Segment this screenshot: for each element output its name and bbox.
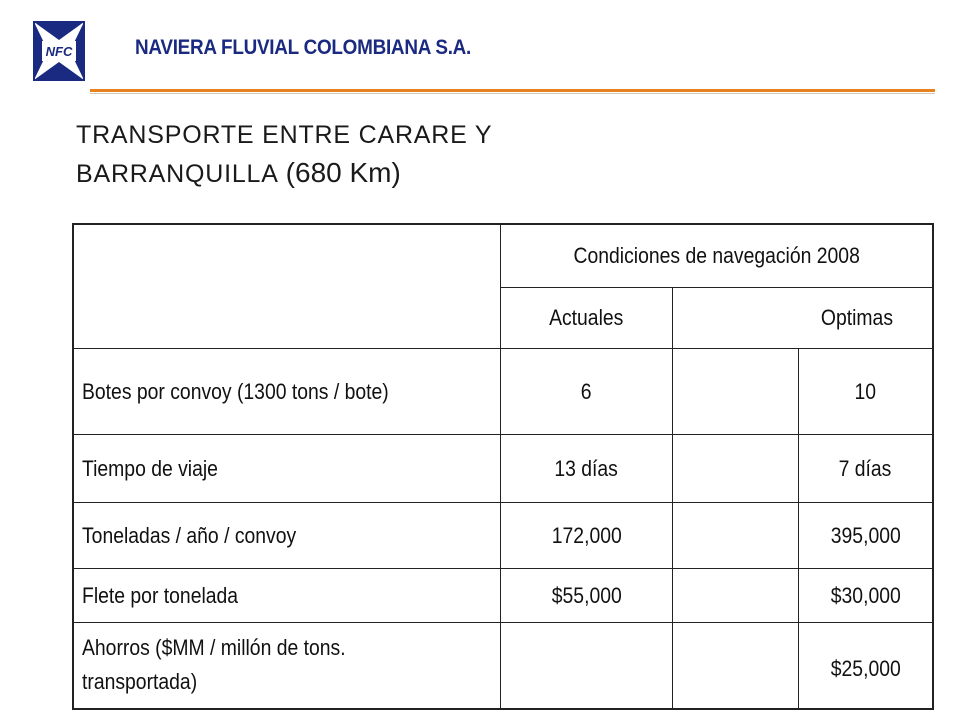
cell-actuales-ahorros [501, 623, 673, 709]
cell-spacer [672, 435, 798, 503]
title-distance: (680 Km) [285, 157, 401, 188]
cell-optimas-ahorros: $25,000 [798, 623, 933, 709]
table-row [73, 623, 933, 709]
header-divider [90, 89, 935, 94]
col-actuales-label: Actuales [549, 305, 624, 330]
logo-text: NFC [45, 44, 73, 59]
table-row [73, 569, 933, 623]
nfc-logo [30, 18, 88, 84]
row-label-flete: Flete por tonelada [73, 569, 501, 623]
cell-actuales-botes: 6 [501, 349, 673, 435]
cell-spacer [672, 349, 798, 435]
cell-actuales-tiempo: 13 días [501, 435, 673, 503]
cell-spacer [672, 569, 798, 623]
table-row [73, 503, 933, 569]
cell-optimas-botes: 10 [798, 349, 933, 435]
row-label-tiempo: Tiempo de viaje [73, 435, 501, 503]
table-row [73, 435, 933, 503]
row-label-toneladas: Toneladas / año / convoy [73, 503, 501, 569]
col-optimas-header [672, 288, 933, 349]
cell-optimas-tiempo: 7 días [798, 435, 933, 503]
group-header-cell [501, 224, 934, 288]
row-label-botes: Botes por convoy (1300 tons / bote) [73, 349, 501, 435]
group-header-text: Condiciones de navegación 2008 [573, 243, 860, 268]
cell-actuales-flete: $55,000 [501, 569, 673, 623]
row-label-ahorros: Ahorros ($MM / millón de tons. transportada) [73, 623, 501, 709]
cell-optimas-toneladas: 395,000 [798, 503, 933, 569]
table-row [73, 349, 933, 435]
title-line-2-prefix: BARRANQUILLA [76, 160, 279, 188]
cell-optimas-flete: $30,000 [798, 569, 933, 623]
cell-spacer [672, 623, 798, 709]
col-optimas-label: Optimas [820, 305, 894, 330]
table-corner-cell [73, 224, 501, 349]
comparison-table [72, 223, 934, 710]
company-name: NAVIERA FLUVIAL COLOMBIANA S.A. [135, 36, 472, 59]
page-title [76, 116, 492, 193]
cell-spacer [672, 503, 798, 569]
col-actuales-header [501, 288, 673, 349]
table-header-row [73, 224, 933, 288]
title-line-1: TRANSPORTE ENTRE CARARE Y [76, 121, 493, 149]
cell-actuales-toneladas: 172,000 [501, 503, 673, 569]
